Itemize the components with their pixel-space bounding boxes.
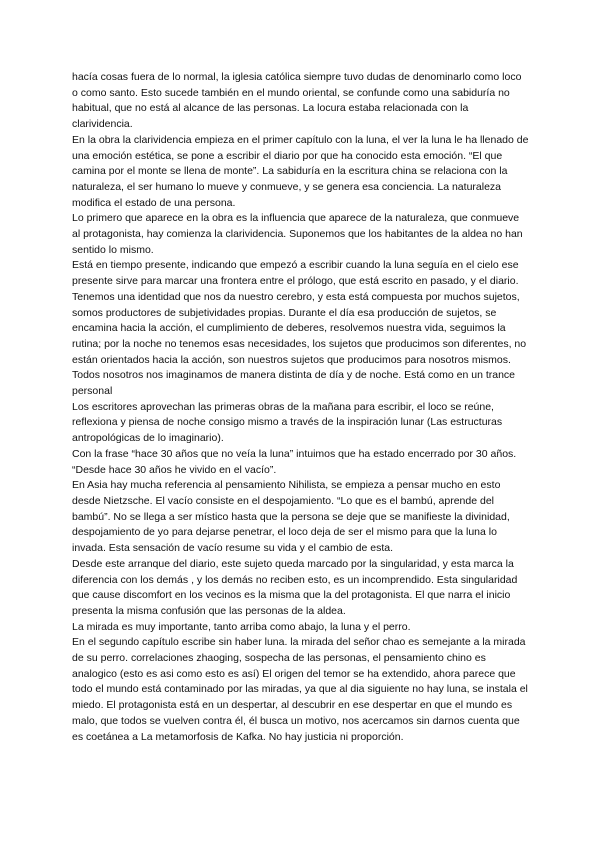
paragraph-tiempo-presente: Está en tiempo presente, indicando que empezó a escribir cuando la luna seguía en el cielo ese presente sirve para marcar una frontera entre el prólogo, que está escrito en pasado, y el diario. <box>72 259 519 288</box>
paragraph-influencia-naturaleza: Lo primero que aparece en la obra es la influencia que aparece de la naturaleza, que conmueve al protagonista, hay comienza la clarividencia. Suponemos que los habitantes de la aldea no han sentido lo mismo. <box>72 212 523 256</box>
paragraph-vacio-nihilismo: En Asia hay mucha referencia al pensamiento Nihilista, se empieza a pensar mucho en esto desde Nietzsche. El vacío consiste en el despojamiento. “Lo que es el bambú, aprende del bambú”. No se llega a ser místico hasta que la persona se deje que se manifieste la divinidad, despojamiento de yo para dejarse penetrar, el loco deja de ser el mismo para que la luna lo invada. Esta sensación de vacío resume su vida y el cambio de esta. <box>72 479 510 555</box>
paragraph-escritores-noche: Los escritores aprovechan las primeras obras de la mañana para escribir, el loco se reúne, reflexiona y piensa de noche consigo mismo a través de la inspiración lunar (Las estructuras antropológicas de lo imaginario). <box>72 400 503 445</box>
paragraph-identidad-sujetos: Tenemos una identidad que nos da nuestro cerebro, y esta está compuesta por muchos sujetos, somos productores de subjetividades propias. Durante el día esa producción de sujetos, se encamina hacia la acción, el cumplimiento de deberes, resolvemos nuestra vida, seguimos la rutina; por la noche no tenemos esas necesidades, los sujetos que producimos son diferentes, no están orientados hacia la acción, son nuestros sujetos que producimos para nosotros mismos. Todos nosotros nos imaginamos de manera distinta de día y de noche. Está como en un trance personal <box>72 290 527 398</box>
paragraph-treinta-anos: Con la frase “hace 30 años que no veía la luna” intuimos que ha estado encerrado por 30 años. “Desde hace 30 años he vivido en el vacío”. <box>72 447 517 476</box>
paragraph-mirada: La mirada es muy importante, tanto arriba como abajo, la luna y el perro. <box>72 620 411 633</box>
paragraph-locura-clarividencia: hacía cosas fuera de lo normal, la iglesia católica siempre tuvo dudas de denominarlo como loco o como santo. Esto sucede también en el mundo oriental, se confunde como una sabiduría no habitual, que no está al alcance de las personas. La locura estaba relacionada con la clarividencia. <box>72 71 522 131</box>
document-body <box>72 70 530 745</box>
paragraph-singularidad: Desde este arranque del diario, este sujeto queda marcado por la singularidad, y esta marca la diferencia con los demás , y los demás no reciben esto, es un incomprendido. Esta singularidad que cause discomfort en los vecinos es la misma que la del protagonista. El que narra el inicio presenta la misma confusión que las personas de la aldea. <box>72 557 518 617</box>
paragraph-luna-emocion: En la obra la clarividencia empieza en el primer capítulo con la luna, el ver la luna le ha llenado de una emoción estética, se pone a escribir el diario por que ha conocido esta emoción. “El que camina por el monte se llena de monte”. La sabiduría en la escritura china se relaciona con la naturaleza, el ser humano lo mueve y conmueve, y se genera esa conciencia. La naturaleza modifica el estado de una persona. <box>72 133 529 209</box>
paragraph-segundo-capitulo: En el segundo capítulo escribe sin haber luna. la mirada del señor chao es semejante a la mirada de su perro. correlaciones zhaoging, sospecha de las personas, el pensamiento chino es analogico (esto es asi como esto es así) El origen del temor se ha extendido, ahora parece que todo el mundo está contaminado por las miradas, ya que al dia siguiente no hay luna, se instala el miedo. El protagonista está en un despertar, al descubrir en ese despertar en que el mundo es malo, que todos se vuelven contra él, él busca un motivo, nos acercamos sin darnos cuenta que es coetánea a La metamorfosis de Kafka. No hay justicia ni proporción. <box>72 636 528 743</box>
